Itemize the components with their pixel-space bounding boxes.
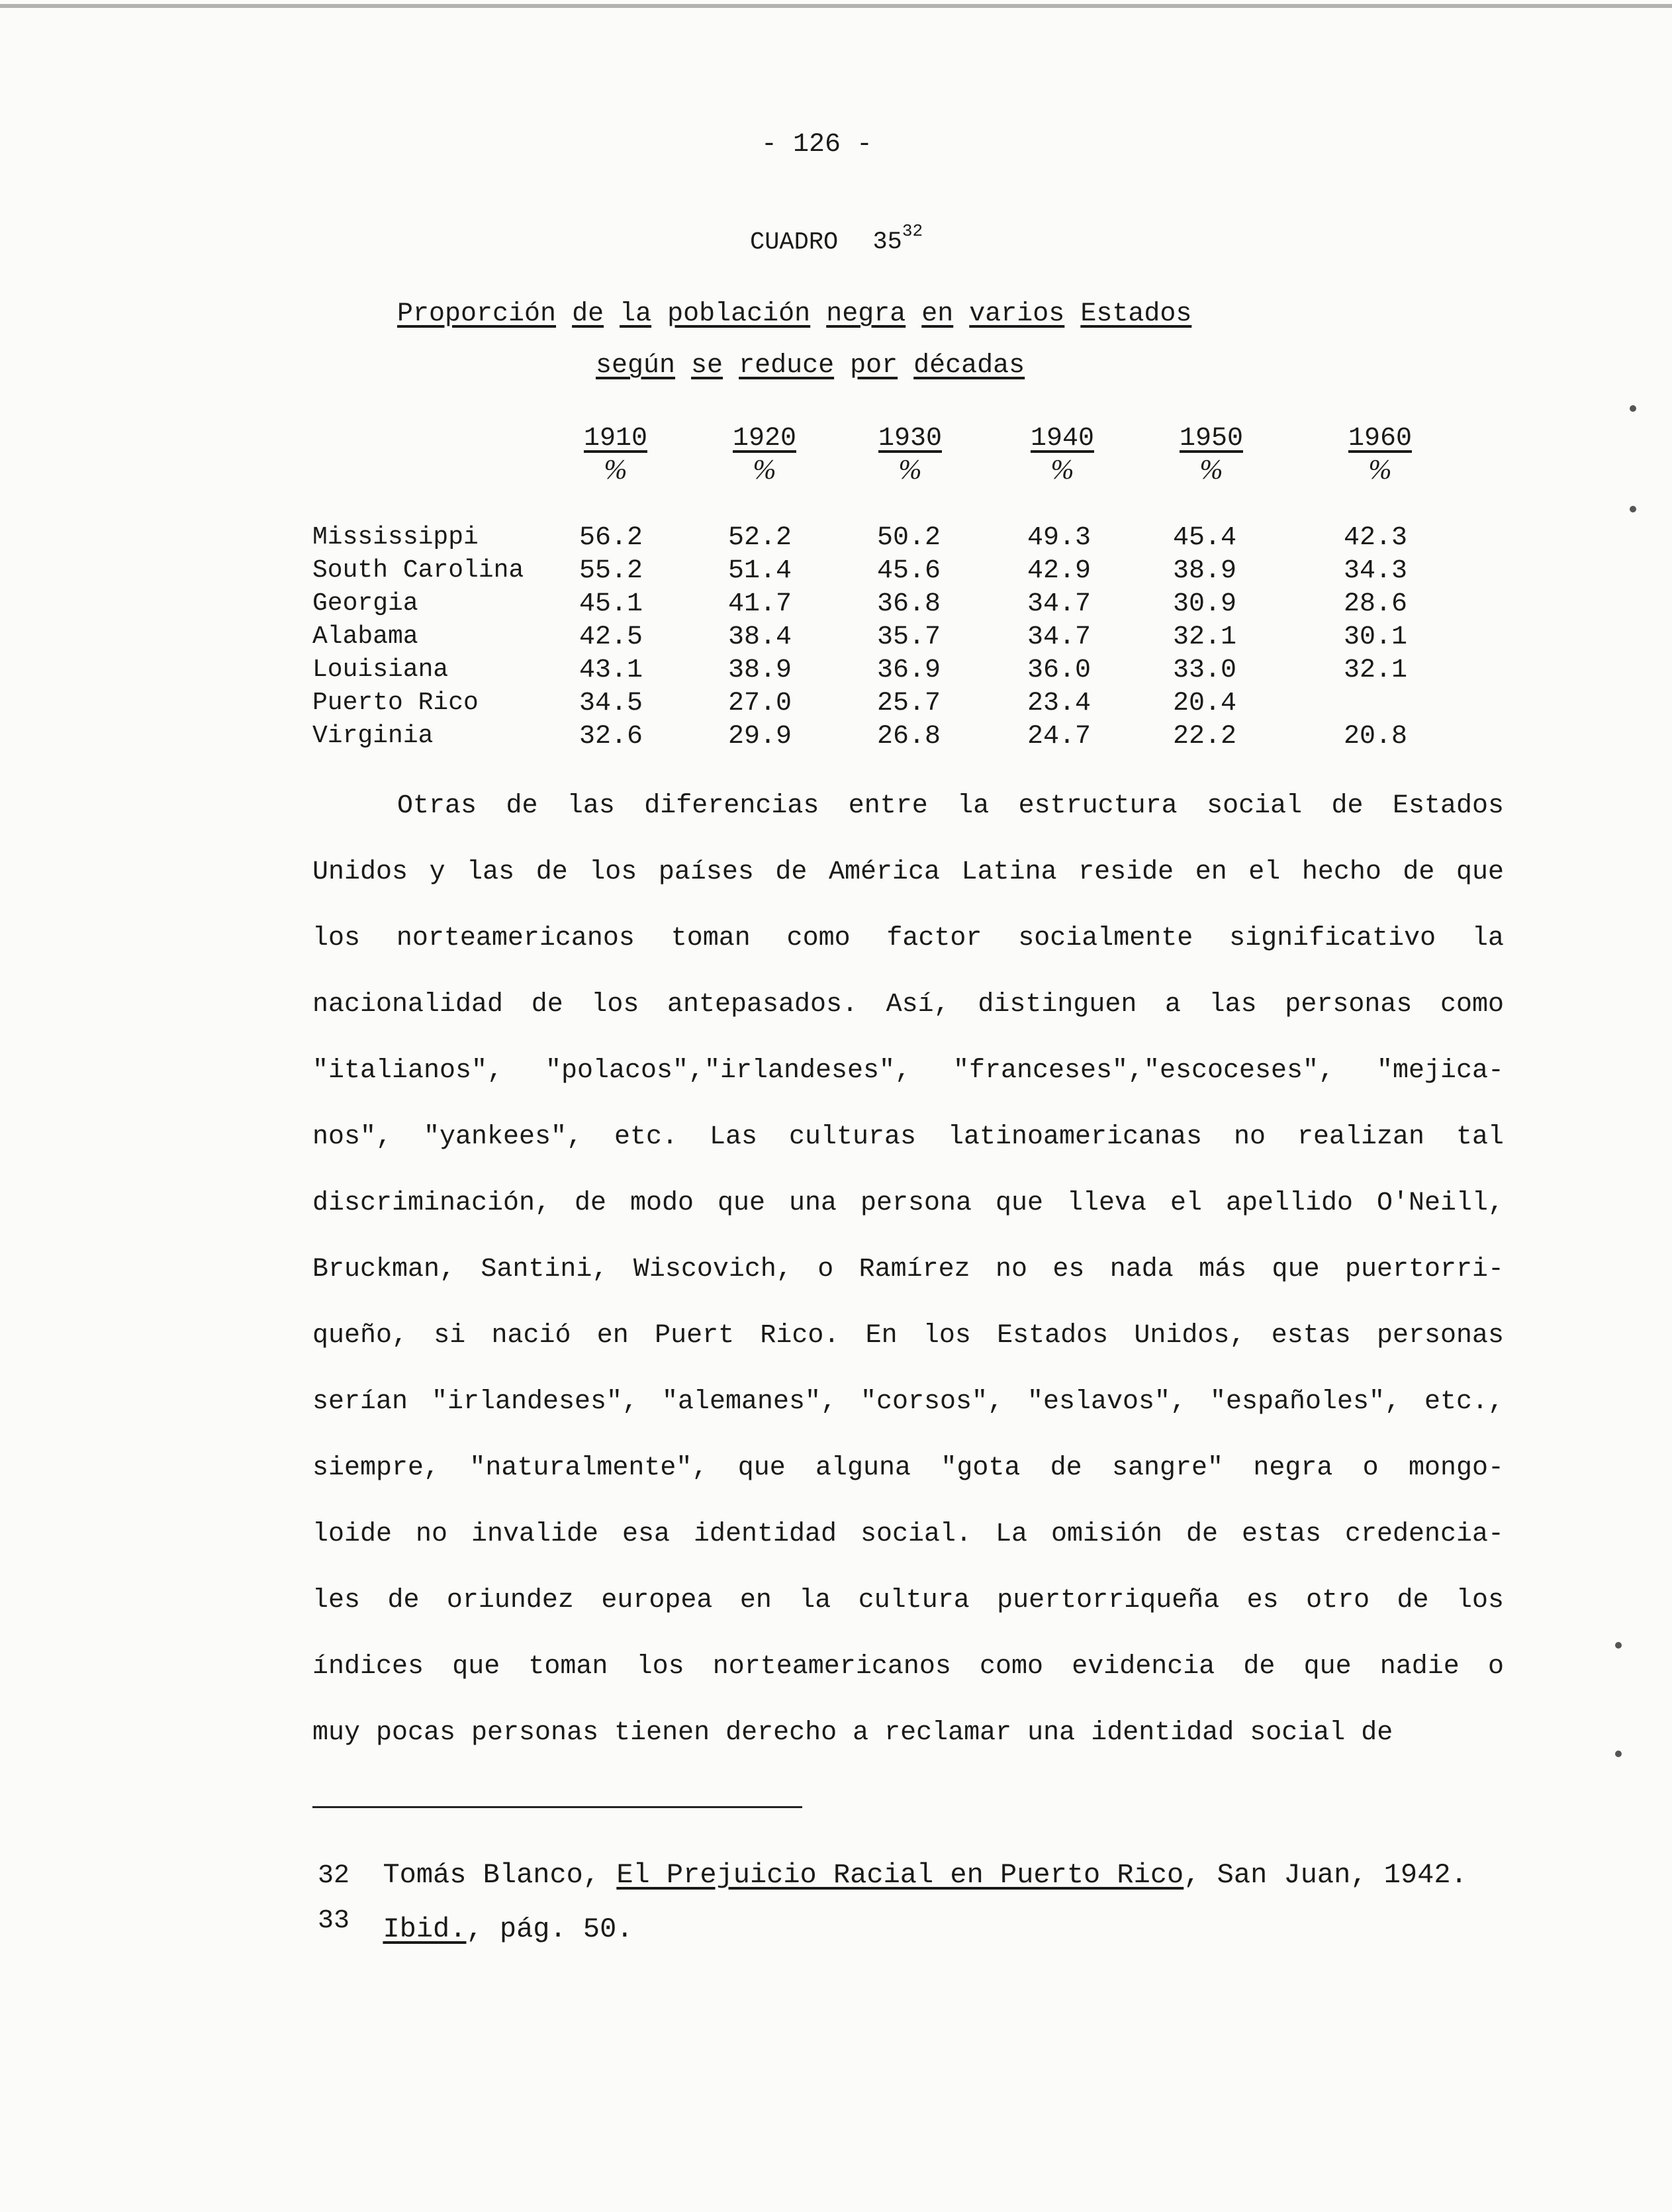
title-word: se bbox=[691, 351, 723, 381]
year-header-1920: 1920 bbox=[732, 424, 796, 454]
table-cell: 35.7 bbox=[877, 622, 941, 652]
table-cell: 28.6 bbox=[1344, 589, 1408, 619]
scan-speck bbox=[1630, 405, 1636, 412]
footnote-rest: , San Juan, 1942. bbox=[1184, 1859, 1467, 1891]
table-cell: 45.1 bbox=[579, 589, 643, 619]
footnote-separator bbox=[312, 1806, 802, 1808]
table-row-state: Georgia bbox=[312, 589, 418, 618]
year-header-1960: 1960 bbox=[1348, 424, 1412, 454]
table-cell: 22.2 bbox=[1173, 722, 1237, 751]
table-label bbox=[750, 221, 923, 257]
table-row-state: South Carolina bbox=[312, 556, 524, 585]
unit-header: % bbox=[1368, 455, 1392, 485]
body-line: los norteamericanos toman como factor socialmente significativo la bbox=[312, 924, 1504, 953]
body-line: loide no invalide esa identidad social. La omisión de estas credencia- bbox=[312, 1519, 1504, 1549]
table-cell: 38.9 bbox=[728, 655, 792, 685]
unit-header: % bbox=[1199, 455, 1223, 485]
body-line: siempre, "naturalmente", que alguna "gota de sangre" negra o mongo- bbox=[312, 1453, 1504, 1483]
table-cell: 26.8 bbox=[877, 722, 941, 751]
table-number: 35 bbox=[872, 228, 902, 257]
footnote-number: 32 bbox=[318, 1861, 350, 1891]
footnote-32 bbox=[318, 1859, 1467, 1891]
year-header-1950: 1950 bbox=[1179, 424, 1243, 454]
table-cell: 41.7 bbox=[728, 589, 792, 619]
title-word: varios bbox=[969, 299, 1065, 329]
body-line: índices que toman los norteamericanos como evidencia de que nadie o bbox=[312, 1652, 1504, 1682]
table-cell: 34.5 bbox=[579, 689, 643, 718]
table-cell: 32.1 bbox=[1344, 655, 1408, 685]
title-word: décadas bbox=[913, 351, 1025, 381]
footnote-number: 33 bbox=[318, 1906, 350, 1936]
title-word: según bbox=[596, 351, 676, 381]
body-line: "italianos", "polacos","irlandeses", "franceses","escoceses", "mejica- bbox=[312, 1056, 1504, 1086]
table-row-state: Louisiana bbox=[312, 655, 449, 684]
title-word: de bbox=[572, 299, 604, 329]
table-cell: 24.7 bbox=[1027, 722, 1091, 751]
body-paragraph bbox=[312, 773, 1504, 1766]
body-line: les de oriundez europea en la cultura puertorriqueña es otro de los bbox=[312, 1586, 1504, 1615]
body-line: discriminación, de modo que una persona que lleva el apellido O'Neill, bbox=[312, 1188, 1504, 1218]
table-title-line1 bbox=[397, 299, 1191, 329]
table-cell: 20.8 bbox=[1344, 722, 1408, 751]
footnote-33 bbox=[318, 1906, 633, 1945]
footnote-author: Tomás Blanco, bbox=[383, 1859, 600, 1891]
footnote-title: Ibid. bbox=[383, 1913, 467, 1945]
body-line: nacionalidad de los antepasados. Así, distinguen a las personas como bbox=[312, 990, 1504, 1020]
title-word: por bbox=[850, 351, 898, 381]
year-header-1910: 1910 bbox=[583, 424, 647, 454]
table-cell: 55.2 bbox=[579, 556, 643, 586]
table-cell: 27.0 bbox=[728, 689, 792, 718]
table-row-state: Alabama bbox=[312, 622, 418, 651]
table-cell: 25.7 bbox=[877, 689, 941, 718]
table-title-line2 bbox=[596, 351, 1025, 381]
body-line: queño, si nació en Puert Rico. En los Estados Unidos, estas personas bbox=[312, 1321, 1504, 1351]
table-cell: 45.4 bbox=[1173, 523, 1237, 553]
table-cell: 30.9 bbox=[1173, 589, 1237, 619]
title-word: reduce bbox=[739, 351, 835, 381]
body-line: muy pocas personas tienen derecho a reclamar una identidad social de bbox=[312, 1718, 1393, 1748]
body-line: Unidos y las de los países de América Latina reside en el hecho de que bbox=[312, 857, 1504, 887]
table-cell: 29.9 bbox=[728, 722, 792, 751]
table-row-state: Virginia bbox=[312, 722, 434, 750]
body-line: nos", "yankees", etc. Las culturas latinoamericanas no realizan tal bbox=[312, 1122, 1504, 1152]
table-cell: 33.0 bbox=[1173, 655, 1237, 685]
table-cell: 36.0 bbox=[1027, 655, 1091, 685]
table-cell: 34.3 bbox=[1344, 556, 1408, 586]
table-cell: 42.9 bbox=[1027, 556, 1091, 586]
table-cell: 34.7 bbox=[1027, 622, 1091, 652]
title-word: población bbox=[667, 299, 811, 329]
table-cell: 38.4 bbox=[728, 622, 792, 652]
table-cell: 38.9 bbox=[1173, 556, 1237, 586]
body-line: Bruckman, Santini, Wiscovich, o Ramírez no es nada más que puertorri- bbox=[312, 1255, 1504, 1284]
table-label-word: CUADRO bbox=[750, 228, 839, 257]
scan-speck bbox=[1615, 1751, 1622, 1757]
table-cell: 32.1 bbox=[1173, 622, 1237, 652]
table-cell: 36.9 bbox=[877, 655, 941, 685]
table-cell: 50.2 bbox=[877, 523, 941, 553]
table-cell: 56.2 bbox=[579, 523, 643, 553]
unit-header: % bbox=[753, 455, 776, 485]
title-word: Estados bbox=[1080, 299, 1192, 329]
table-cell: 20.4 bbox=[1173, 689, 1237, 718]
unit-header: % bbox=[898, 455, 922, 485]
body-line: serían "irlandeses", "alemanes", "corsos", "eslavos", "españoles", etc., bbox=[312, 1387, 1504, 1417]
page-number: - 126 - bbox=[761, 130, 873, 160]
unit-header: % bbox=[604, 455, 627, 485]
table-cell: 51.4 bbox=[728, 556, 792, 586]
scan-speck bbox=[1615, 1642, 1622, 1649]
title-word: la bbox=[620, 299, 652, 329]
table-cell: 42.5 bbox=[579, 622, 643, 652]
body-line: Otras de las diferencias entre la estructura social de Estados bbox=[397, 791, 1504, 821]
table-cell: 42.3 bbox=[1344, 523, 1408, 553]
year-header-1940: 1940 bbox=[1030, 424, 1094, 454]
title-word: Proporción bbox=[397, 299, 557, 329]
scan-top-edge bbox=[0, 4, 1672, 8]
table-cell: 23.4 bbox=[1027, 689, 1091, 718]
table-row-state: Puerto Rico bbox=[312, 689, 479, 717]
footnote-rest: , pág. 50. bbox=[466, 1913, 633, 1945]
table-cell: 32.6 bbox=[579, 722, 643, 751]
title-word: en bbox=[921, 299, 954, 329]
footnote-title: El Prejuicio Racial en Puerto Rico bbox=[616, 1859, 1184, 1891]
table-footnote-ref: 32 bbox=[902, 221, 923, 241]
table-cell: 45.6 bbox=[877, 556, 941, 586]
table-cell: 49.3 bbox=[1027, 523, 1091, 553]
table-cell: 43.1 bbox=[579, 655, 643, 685]
year-header-1930: 1930 bbox=[878, 424, 942, 454]
table-cell: 36.8 bbox=[877, 589, 941, 619]
scan-speck bbox=[1630, 506, 1636, 512]
table-cell: 30.1 bbox=[1344, 622, 1408, 652]
unit-header: % bbox=[1050, 455, 1074, 485]
table-cell: 52.2 bbox=[728, 523, 792, 553]
title-word: negra bbox=[826, 299, 906, 329]
table-row-state: Mississippi bbox=[312, 523, 479, 552]
table-cell: 34.7 bbox=[1027, 589, 1091, 619]
